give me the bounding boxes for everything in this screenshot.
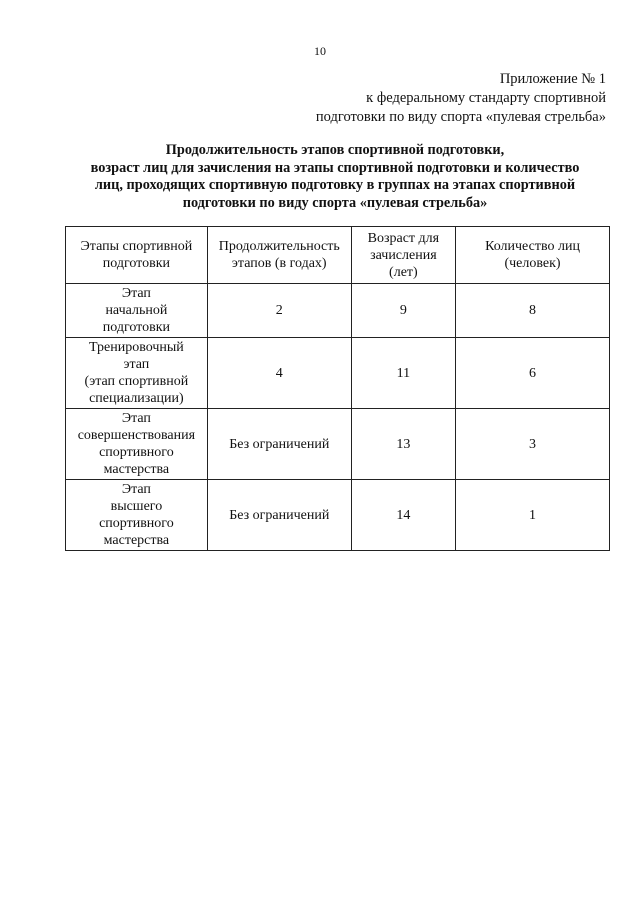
- count-cell: 3: [456, 409, 610, 480]
- appendix-line-2: к федеральному стандарту спортивной: [366, 90, 606, 106]
- appendix-note: [316, 70, 606, 127]
- header-stages: Этапы спортивной подготовки: [66, 227, 208, 284]
- page-number: 10: [314, 44, 326, 58]
- count-cell: 8: [456, 284, 610, 338]
- duration-cell: 4: [207, 338, 351, 409]
- table-row: [66, 480, 610, 551]
- header-age: Возраст для зачисления (лет): [351, 227, 455, 284]
- duration-cell: 2: [207, 284, 351, 338]
- training-stages-table: [65, 226, 610, 551]
- table-row: [66, 409, 610, 480]
- appendix-line-1: Приложение № 1: [499, 71, 606, 87]
- heading-line-1: Продолжительность этапов спортивной подготовки,: [165, 142, 505, 158]
- age-cell: 11: [351, 338, 455, 409]
- table-row: [66, 284, 610, 338]
- stage-cell: Этап высшего спортивного мастерства: [66, 480, 208, 551]
- table-header-row: [66, 227, 610, 284]
- heading-line-2: возраст лиц для зачисления на этапы спортивной подготовки и количество: [90, 159, 580, 176]
- duration-cell: Без ограничений: [207, 409, 351, 480]
- table-row: [66, 338, 610, 409]
- age-cell: 14: [351, 480, 455, 551]
- stage-cell: Этап начальной подготовки: [66, 284, 208, 338]
- age-cell: 13: [351, 409, 455, 480]
- header-duration: Продолжительность этапов (в годах): [207, 227, 351, 284]
- appendix-line-3: подготовки по виду спорта «пулевая стрельба»: [315, 109, 606, 125]
- document-heading: [40, 142, 630, 212]
- age-cell: 9: [351, 284, 455, 338]
- header-count: Количество лиц (человек): [456, 227, 610, 284]
- count-cell: 6: [456, 338, 610, 409]
- heading-line-3: лиц, проходящих спортивную подготовку в группах на этапах спортивной: [94, 177, 576, 193]
- heading-line-4: подготовки по виду спорта «пулевая стрельба»: [182, 194, 488, 211]
- count-cell: 1: [456, 480, 610, 551]
- duration-cell: Без ограничений: [207, 480, 351, 551]
- stage-cell: Тренировочный этап (этап спортивной специализации): [66, 338, 208, 409]
- stage-cell: Этап совершенствования спортивного мастерства: [66, 409, 208, 480]
